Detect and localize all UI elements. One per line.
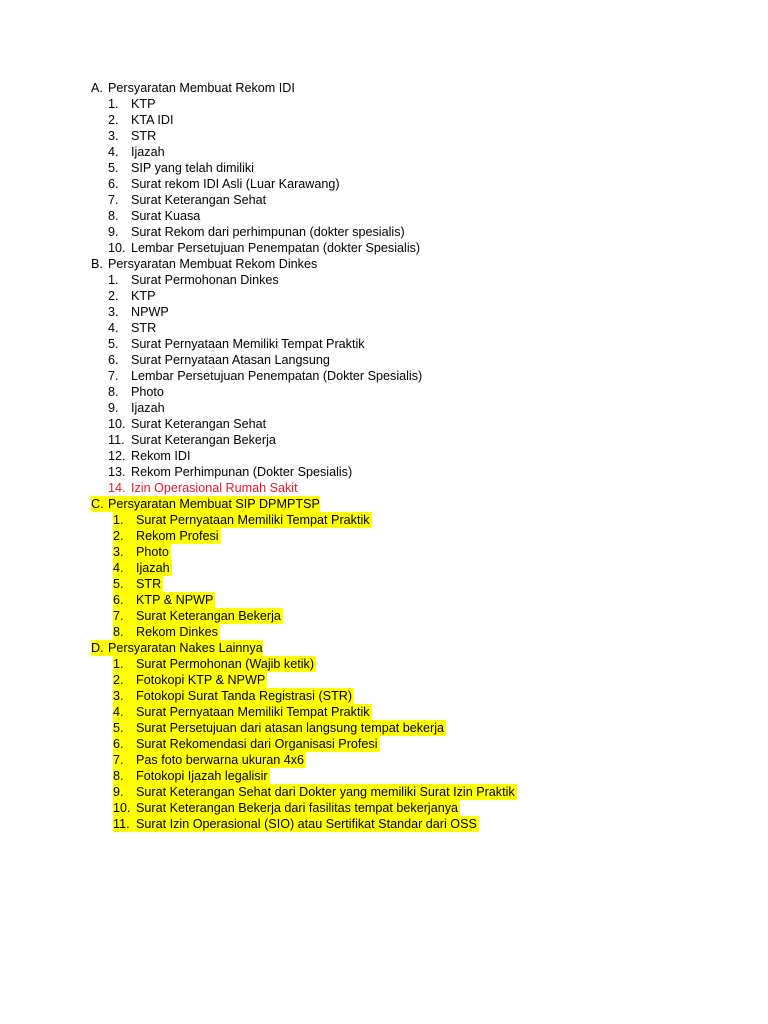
item-text: Lembar Persetujuan Penempatan (dokter Spesialis) — [131, 241, 421, 255]
highlighted-item — [113, 736, 380, 752]
list-item — [0, 160, 768, 176]
highlighted-item — [113, 704, 372, 720]
item-number: 5. — [108, 337, 119, 351]
item-number: 11. — [113, 817, 130, 831]
item-text: STR — [131, 321, 157, 335]
item-number: 3. — [108, 305, 119, 319]
list-item — [0, 128, 768, 144]
item-number: 3. — [108, 129, 119, 143]
item-text: Surat rekom IDI Asli (Luar Karawang) — [131, 177, 340, 191]
list-item — [0, 448, 768, 464]
item-number: 6. — [108, 353, 119, 367]
list-item — [0, 656, 768, 672]
list-item — [0, 512, 768, 528]
highlighted-item — [113, 784, 517, 800]
item-text: Surat Persetujuan dari atasan langsung tempat bekerja — [136, 721, 445, 735]
highlighted-item — [113, 800, 460, 816]
list-item — [0, 672, 768, 688]
highlighted-item — [113, 528, 221, 544]
item-number: 7. — [108, 193, 119, 207]
list-item — [0, 688, 768, 704]
item-number: 13. — [108, 465, 126, 479]
item-text: NPWP — [131, 305, 169, 319]
item-number: 3. — [113, 545, 124, 559]
list-item — [0, 144, 768, 160]
list-item — [0, 768, 768, 784]
list-item — [0, 384, 768, 400]
item-text: STR — [136, 577, 162, 591]
section-letter: D. — [91, 640, 110, 656]
item-number: 12. — [108, 449, 126, 463]
section-letter: A. — [91, 81, 103, 95]
list-item — [0, 624, 768, 640]
item-text: Surat Pernyataan Memiliki Tempat Praktik — [131, 337, 365, 351]
highlighted-item — [113, 512, 372, 528]
item-number: 4. — [113, 705, 124, 719]
section-title: Persyaratan Membuat SIP DPMPTSP — [108, 497, 320, 511]
item-text: Photo — [131, 385, 164, 399]
item-text: Surat Rekomendasi dari Organisasi Profesi — [136, 737, 378, 751]
item-text: Surat Keterangan Bekerja dari fasilitas tempat bekerjanya — [136, 801, 459, 815]
list-item — [0, 112, 768, 128]
item-number: 8. — [113, 769, 124, 783]
section-title: Persyaratan Membuat Rekom Dinkes — [108, 257, 318, 271]
list-item — [0, 288, 768, 304]
list-item — [0, 304, 768, 320]
item-text: Surat Permohonan (Wajib ketik) — [136, 657, 315, 671]
item-number: 2. — [113, 529, 124, 543]
item-text: Photo — [136, 545, 169, 559]
item-text: Izin Operasional Rumah Sakit — [131, 481, 298, 495]
item-text: Pas foto berwarna ukuran 4x6 — [136, 753, 305, 767]
item-number: 2. — [108, 113, 119, 127]
section-letter: C. — [91, 496, 110, 512]
item-number: 11. — [108, 433, 125, 447]
list-item — [0, 400, 768, 416]
highlighted-item — [113, 560, 172, 576]
item-text: Fotokopi Ijazah legalisir — [136, 769, 268, 783]
item-number: 9. — [108, 401, 119, 415]
list-item — [0, 544, 768, 560]
item-number: 7. — [108, 369, 119, 383]
item-text: Surat Keterangan Bekerja — [131, 433, 276, 447]
item-number: 4. — [108, 145, 119, 159]
list-item — [0, 608, 768, 624]
section-heading — [0, 496, 768, 512]
item-number: 2. — [108, 289, 119, 303]
list-item — [0, 464, 768, 480]
item-text: Surat Izin Operasional (SIO) atau Sertifikat Standar dari OSS — [136, 817, 477, 831]
list-item — [0, 240, 768, 256]
highlighted-item — [113, 544, 171, 560]
list-item — [0, 576, 768, 592]
item-number: 5. — [113, 721, 124, 735]
item-number: 10. — [113, 801, 131, 815]
item-number: 10. — [108, 241, 126, 255]
item-text: Surat Keterangan Sehat — [131, 193, 267, 207]
item-text: Fotokopi KTP & NPWP — [136, 673, 266, 687]
item-text: SIP yang telah dimiliki — [131, 161, 254, 175]
list-item — [0, 800, 768, 816]
item-number: 5. — [113, 577, 124, 591]
item-text: Surat Rekom dari perhimpunan (dokter spesialis) — [131, 225, 405, 239]
item-text: KTP & NPWP — [136, 593, 214, 607]
section-title: Persyaratan Nakes Lainnya — [108, 641, 263, 655]
item-number: 9. — [108, 225, 119, 239]
list-item — [0, 368, 768, 384]
item-number: 7. — [113, 609, 124, 623]
item-text: STR — [131, 129, 157, 143]
list-item — [0, 704, 768, 720]
item-number: 6. — [113, 737, 124, 751]
item-text: Surat Pernyataan Memiliki Tempat Praktik — [136, 705, 370, 719]
item-text: Rekom Perhimpunan (Dokter Spesialis) — [131, 465, 353, 479]
item-text: KTP — [131, 97, 156, 111]
item-number: 3. — [113, 689, 124, 703]
list-item — [0, 224, 768, 240]
highlighted-item — [113, 576, 163, 592]
item-number: 6. — [113, 593, 124, 607]
list-item — [0, 720, 768, 736]
item-number: 6. — [108, 177, 119, 191]
list-item — [0, 336, 768, 352]
list-item — [0, 96, 768, 112]
list-item — [0, 528, 768, 544]
item-text: Rekom Profesi — [136, 529, 219, 543]
highlighted-item — [113, 672, 267, 688]
item-text: Surat Pernyataan Atasan Langsung — [131, 353, 330, 367]
item-number: 4. — [113, 561, 124, 575]
list-item — [0, 816, 768, 832]
list-item — [0, 208, 768, 224]
list-item — [0, 320, 768, 336]
item-number: 1. — [113, 657, 124, 671]
highlighted-item — [113, 608, 283, 624]
item-text: KTA IDI — [131, 113, 174, 127]
item-text: Surat Permohonan Dinkes — [131, 273, 279, 287]
list-item — [0, 192, 768, 208]
list-item — [0, 272, 768, 288]
list-item — [0, 480, 768, 496]
item-number: 9. — [113, 785, 124, 799]
item-number: 8. — [108, 385, 119, 399]
item-number: 8. — [113, 625, 124, 639]
item-text: Surat Keterangan Sehat dari Dokter yang memiliki Surat Izin Praktik — [136, 785, 515, 799]
list-item — [0, 752, 768, 768]
item-text: Lembar Persetujuan Penempatan (Dokter Spesialis) — [131, 369, 423, 383]
item-number: 7. — [113, 753, 124, 767]
list-item — [0, 736, 768, 752]
item-number: 2. — [113, 673, 124, 687]
list-item — [0, 352, 768, 368]
highlighted-item — [113, 768, 270, 784]
item-number: 8. — [108, 209, 119, 223]
list-item — [0, 416, 768, 432]
section-letter: B. — [91, 257, 103, 271]
highlighted-item — [113, 624, 220, 640]
item-text: Rekom IDI — [131, 449, 191, 463]
list-item — [0, 784, 768, 800]
document-page — [0, 80, 768, 832]
section-heading — [0, 640, 768, 656]
highlighted-item — [113, 720, 446, 736]
item-text: Surat Keterangan Sehat — [131, 417, 267, 431]
section-title: Persyaratan Membuat Rekom IDI — [108, 81, 295, 95]
highlighted-item — [113, 688, 354, 704]
item-text: Ijazah — [131, 401, 165, 415]
item-text: Ijazah — [131, 145, 165, 159]
item-text: Surat Keterangan Bekerja — [136, 609, 281, 623]
item-text: Surat Kuasa — [131, 209, 201, 223]
item-number: 5. — [108, 161, 119, 175]
highlighted-item — [113, 752, 306, 768]
highlighted-item — [113, 656, 316, 672]
list-item — [0, 592, 768, 608]
item-text: KTP — [131, 289, 156, 303]
item-text: Fotokopi Surat Tanda Registrasi (STR) — [136, 689, 353, 703]
item-text: Surat Pernyataan Memiliki Tempat Praktik — [136, 513, 370, 527]
item-number: 1. — [108, 273, 119, 287]
item-number: 10. — [108, 417, 126, 431]
item-number: 1. — [113, 513, 124, 527]
list-item — [0, 560, 768, 576]
item-text: Ijazah — [136, 561, 170, 575]
item-number: 14. — [108, 481, 126, 495]
list-item — [0, 432, 768, 448]
highlighted-item — [113, 592, 215, 608]
item-number: 1. — [108, 97, 119, 111]
section-heading — [0, 80, 768, 96]
item-text: Rekom Dinkes — [136, 625, 218, 639]
highlighted-item — [113, 816, 479, 832]
list-item — [0, 176, 768, 192]
section-heading — [0, 256, 768, 272]
item-number: 4. — [108, 321, 119, 335]
